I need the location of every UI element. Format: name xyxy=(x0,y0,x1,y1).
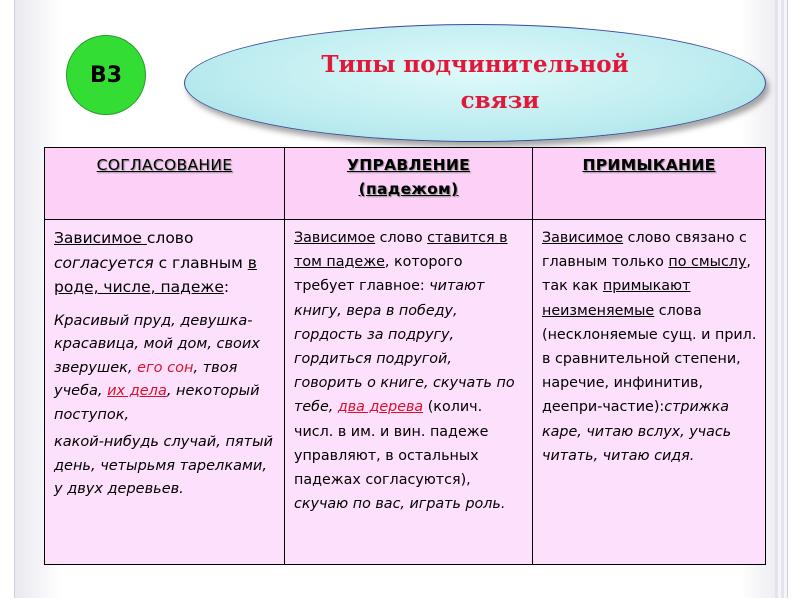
title-line-2: связи xyxy=(460,87,540,114)
cell-upravlenie xyxy=(285,220,533,564)
cell-soglasovanie xyxy=(45,220,285,564)
header-upravlenie-label: УПРАВЛЕНИЕ xyxy=(346,156,471,174)
slide-edge-strip xyxy=(775,0,787,598)
task-badge: В3 xyxy=(66,35,146,115)
header-upravlenie xyxy=(285,148,533,220)
soglasovanie-examples-1: Красивый пруд, девушка-красавица, мой дом, своих зверушек, его сон, твоя учеба, их дела, некоторый поступок, xyxy=(54,312,260,423)
title-oval xyxy=(184,24,766,142)
link-types-table xyxy=(44,147,766,565)
header-soglasovanie-label: СОГЛАСОВАНИЕ xyxy=(96,156,233,174)
header-upravlenie-sub: (падежом) xyxy=(358,180,459,198)
header-primykanie xyxy=(533,148,765,220)
header-primykanie-label: ПРИМЫКАНИЕ xyxy=(582,156,716,174)
soglasovanie-definition: Зависимое слово согласуется с главным в роде, числе, падеже: xyxy=(54,229,257,296)
header-soglasovanie xyxy=(45,148,285,220)
upravlenie-text: Зависимое слово ставится в том падеже, которого требует главное: читают книгу, вера в победу, гордость за подругу, гордиться подругой, говорить о книге, скучать по тебе, два дерева (колич. числ. в им. и вин. падеже управляют, в остальных падежах согласуются), скучаю по вас, играть роль. xyxy=(294,230,515,513)
soglasovanie-examples-2: какой-нибудь случай, пятый день, четырьмя тарелками, у двух деревьев. xyxy=(54,434,273,497)
title-line-1: Типы подчинительной xyxy=(321,51,629,78)
cell-primykanie xyxy=(533,220,765,564)
primykanie-text: Зависимое слово связано с главным только по смыслу, так как примыкают неизменяемые слова (несклоняемые сущ. и прил. в сравнительной степени, наречие, инфинитив, деепри-частие):стрижка каре, читаю вслух, учась читать, читаю сидя. xyxy=(542,230,757,464)
